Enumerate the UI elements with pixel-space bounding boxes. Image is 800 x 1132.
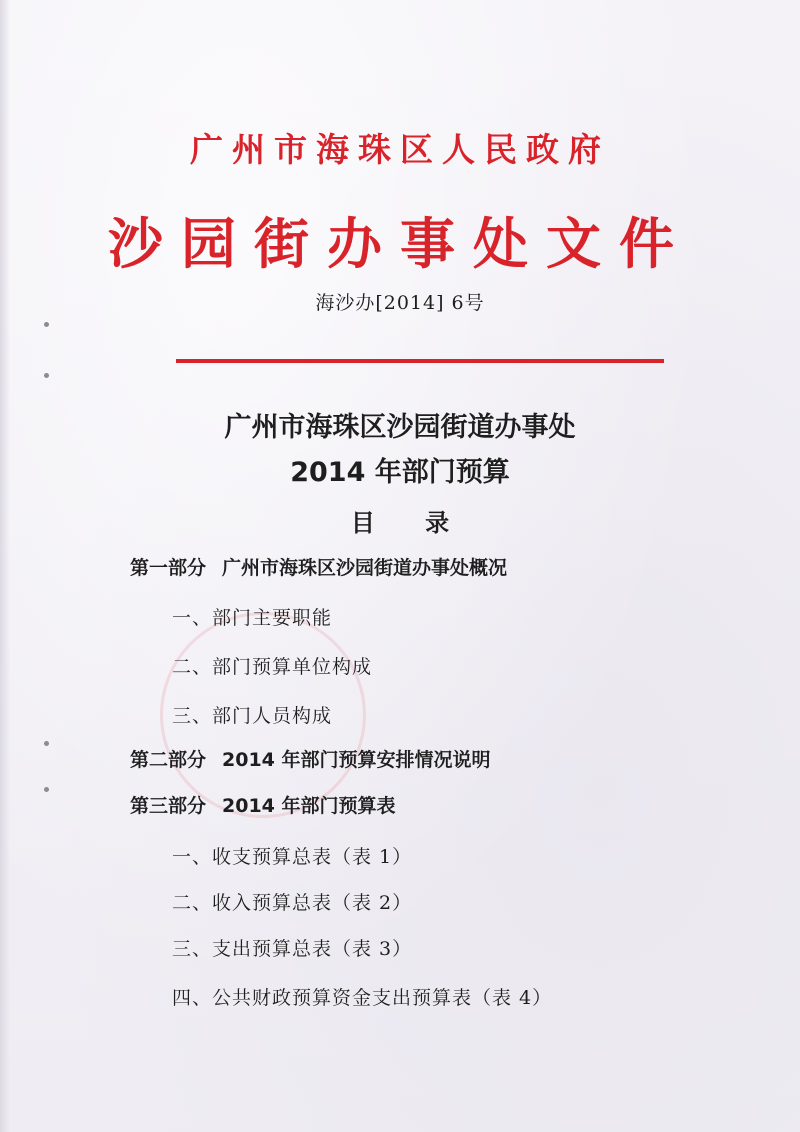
issuer-line-2: 沙园街办事处文件 <box>107 211 692 276</box>
toc-part-1-label: 第一部分 <box>130 557 207 579</box>
red-divider-line <box>176 359 664 363</box>
toc-part-3-item: 一、收支预算总表（表 1） <box>172 846 413 868</box>
toc-part-1-item: 三、部门人员构成 <box>172 705 333 727</box>
toc-heading: 目 录 <box>350 509 450 537</box>
toc-part-2-title: 2014 年部门预算安排情况说明 <box>222 749 491 771</box>
toc-part-1-item: 二、部门预算单位构成 <box>172 656 373 678</box>
punch-hole <box>44 787 49 792</box>
toc-part-3-title: 2014 年部门预算表 <box>222 795 396 817</box>
toc-part-3-label: 第三部分 <box>130 795 207 817</box>
document-title-line-2: 2014 年部门预算 <box>290 457 510 488</box>
toc-part-2 <box>130 745 491 772</box>
toc-part-3 <box>130 791 396 818</box>
issuer-line-1: 广州市海珠区人民政府 <box>190 130 610 169</box>
toc-part-3-item: 二、收入预算总表（表 2） <box>172 892 413 914</box>
document-number: 海沙办[2014] 6号 <box>315 292 485 314</box>
toc-part-3-item: 三、支出预算总表（表 3） <box>172 938 413 960</box>
toc-part-1 <box>130 553 507 580</box>
punch-hole <box>44 322 49 327</box>
punch-hole <box>44 741 49 746</box>
document-title-line-1: 广州市海珠区沙园街道办事处 <box>224 412 576 443</box>
punch-hole <box>44 373 49 378</box>
toc-part-2-label: 第二部分 <box>130 749 207 771</box>
toc-part-3-item: 四、公共财政预算资金支出预算表（表 4） <box>172 987 553 1009</box>
toc-part-1-title: 广州市海珠区沙园街道办事处概况 <box>222 557 508 579</box>
toc-part-1-item: 一、部门主要职能 <box>172 607 333 629</box>
